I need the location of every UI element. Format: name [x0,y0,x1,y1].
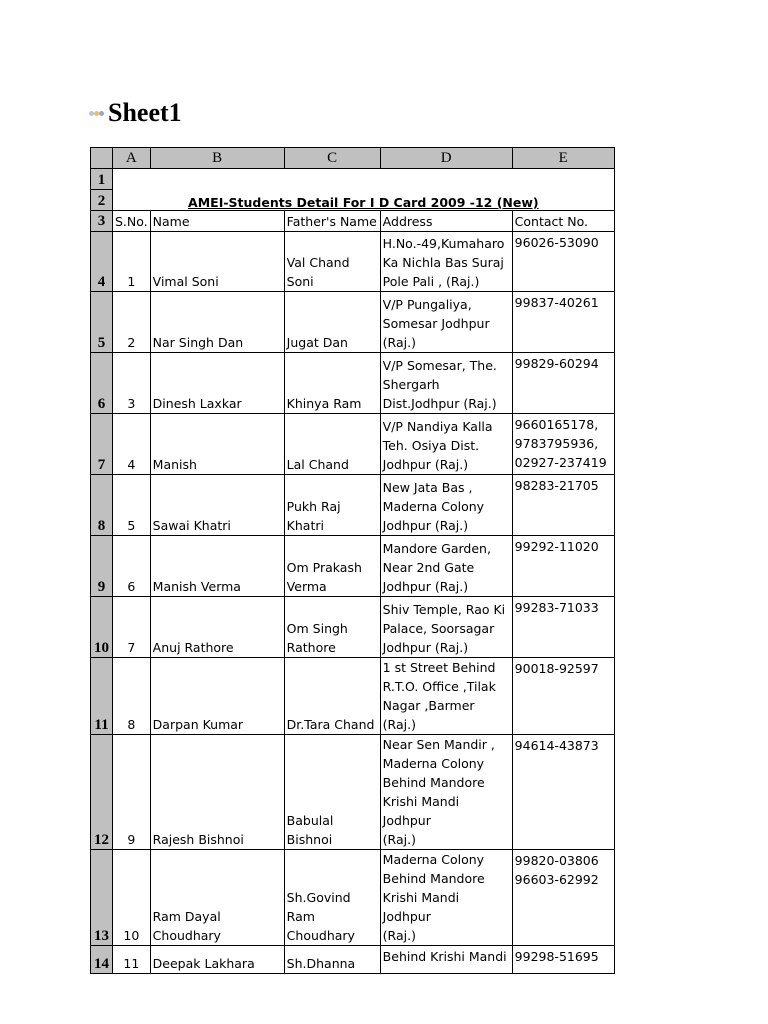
spreadsheet-table [90,147,615,974]
column-header-e[interactable]: E [512,148,614,169]
father-name-cell[interactable]: Om Singh Rathore [284,597,380,658]
row-number[interactable]: 11 [91,658,113,735]
name-cell[interactable]: Manish [150,414,284,475]
table-row [91,536,615,597]
table-row [91,597,615,658]
table-row [91,735,615,850]
contact-cell[interactable]: 90018-92597 [512,658,614,735]
name-cell[interactable]: Manish Verma [150,536,284,597]
row-number[interactable]: 14 [91,946,113,974]
sno-cell[interactable]: 3 [113,353,151,414]
column-header-row [91,148,615,169]
header-contact[interactable]: Contact No. [512,211,614,232]
header-sno[interactable]: S.No. [113,211,151,232]
bullet-dots-icon [89,108,106,118]
father-name-cell[interactable]: Sh.Govind Ram Choudhary [284,850,380,946]
contact-cell[interactable]: 9660165178, 9783795936, 02927-237419 [512,414,614,475]
sno-cell[interactable]: 11 [113,946,151,974]
name-cell[interactable]: Darpan Kumar [150,658,284,735]
father-name-cell[interactable]: Om Prakash Verma [284,536,380,597]
column-header-c[interactable]: C [284,148,380,169]
table-row [91,946,615,974]
column-header-d[interactable]: D [380,148,512,169]
table-row [91,292,615,353]
sheet-title-area [89,96,182,130]
row-number[interactable]: 8 [91,475,113,536]
row-number[interactable]: 13 [91,850,113,946]
table-title: AMEI-Students Detail For I D Card 2009 -12 (New) [188,195,539,210]
address-cell[interactable]: Maderna Colony Behind Mandore Krishi Mandi Jodhpur (Raj.) [380,850,512,946]
header-name[interactable]: Name [150,211,284,232]
row-number[interactable]: 6 [91,353,113,414]
header-row [91,211,615,232]
row-number[interactable]: 2 [91,190,113,211]
contact-cell[interactable]: 99829-60294 [512,353,614,414]
name-cell[interactable]: Sawai Khatri [150,475,284,536]
address-cell[interactable]: Mandore Garden, Near 2nd Gate Jodhpur (Raj.) [380,536,512,597]
name-cell[interactable]: Anuj Rathore [150,597,284,658]
name-cell[interactable]: Deepak Lakhara [150,946,284,974]
father-name-cell[interactable]: Lal Chand [284,414,380,475]
address-cell[interactable]: V/P Pungaliya, Somesar Jodhpur (Raj.) [380,292,512,353]
sno-cell[interactable]: 1 [113,232,151,292]
sheet-title: Sheet1 [108,98,182,127]
sno-cell[interactable]: 4 [113,414,151,475]
contact-cell[interactable]: 99837-40261 [512,292,614,353]
name-cell[interactable]: Vimal Soni [150,232,284,292]
sheet-row-1 [91,169,615,190]
address-cell[interactable]: Near Sen Mandir , Maderna Colony Behind Mandore Krishi Mandi Jodhpur (Raj.) [380,735,512,850]
father-name-cell[interactable]: Babulal Bishnoi [284,735,380,850]
sno-cell[interactable]: 7 [113,597,151,658]
table-row [91,232,615,292]
name-cell[interactable]: Nar Singh Dan [150,292,284,353]
contact-cell[interactable]: 99298-51695 [512,946,614,974]
father-name-cell[interactable]: Dr.Tara Chand [284,658,380,735]
table-row [91,353,615,414]
father-name-cell[interactable]: Val Chand Soni [284,232,380,292]
father-name-cell[interactable]: Sh.Dhanna [284,946,380,974]
name-cell[interactable]: Rajesh Bishnoi [150,735,284,850]
contact-cell[interactable]: 98283-21705 [512,475,614,536]
father-name-cell[interactable]: Khinya Ram [284,353,380,414]
row-number[interactable]: 10 [91,597,113,658]
sno-cell[interactable]: 2 [113,292,151,353]
address-cell[interactable]: Behind Krishi Mandi [380,946,512,974]
sno-cell[interactable]: 6 [113,536,151,597]
row-number[interactable]: 4 [91,232,113,292]
header-father-name[interactable]: Father's Name [284,211,380,232]
row-number[interactable]: 9 [91,536,113,597]
corner-cell[interactable] [91,148,113,169]
name-cell[interactable]: Ram Dayal Choudhary [150,850,284,946]
address-cell[interactable]: V/P Somesar, The. Shergarh Dist.Jodhpur (Raj.) [380,353,512,414]
header-address[interactable]: Address [380,211,512,232]
contact-cell[interactable]: 96026-53090 [512,232,614,292]
row-number[interactable]: 3 [91,211,113,232]
row-number[interactable]: 1 [91,169,113,190]
sno-cell[interactable]: 10 [113,850,151,946]
father-name-cell[interactable]: Jugat Dan [284,292,380,353]
sno-cell[interactable]: 8 [113,658,151,735]
address-cell[interactable]: V/P Nandiya Kalla Teh. Osiya Dist. Jodhpur (Raj.) [380,414,512,475]
column-header-b[interactable]: B [150,148,284,169]
table-row [91,850,615,946]
row-number[interactable]: 12 [91,735,113,850]
sno-cell[interactable]: 9 [113,735,151,850]
address-cell[interactable]: 1 st Street Behind R.T.O. Office ,Tilak Nagar ,Barmer (Raj.) [380,658,512,735]
row-number[interactable]: 7 [91,414,113,475]
contact-cell[interactable]: 99820-03806 96603-62992 [512,850,614,946]
address-cell[interactable]: Shiv Temple, Rao Ki Palace, Soorsagar Jodhpur (Raj.) [380,597,512,658]
table-row [91,475,615,536]
address-cell[interactable]: New Jata Bas , Maderna Colony Jodhpur (Raj.) [380,475,512,536]
column-header-a[interactable]: A [113,148,151,169]
name-cell[interactable]: Dinesh Laxkar [150,353,284,414]
table-row [91,658,615,735]
table-row [91,414,615,475]
contact-cell[interactable]: 94614-43873 [512,735,614,850]
row-number[interactable]: 5 [91,292,113,353]
father-name-cell[interactable]: Pukh Raj Khatri [284,475,380,536]
table-title-cell [113,169,615,211]
sno-cell[interactable]: 5 [113,475,151,536]
contact-cell[interactable]: 99283-71033 [512,597,614,658]
address-cell[interactable]: H.No.-49,Kumaharo Ka Nichla Bas Suraj Pole Pali , (Raj.) [380,232,512,292]
contact-cell[interactable]: 99292-11020 [512,536,614,597]
